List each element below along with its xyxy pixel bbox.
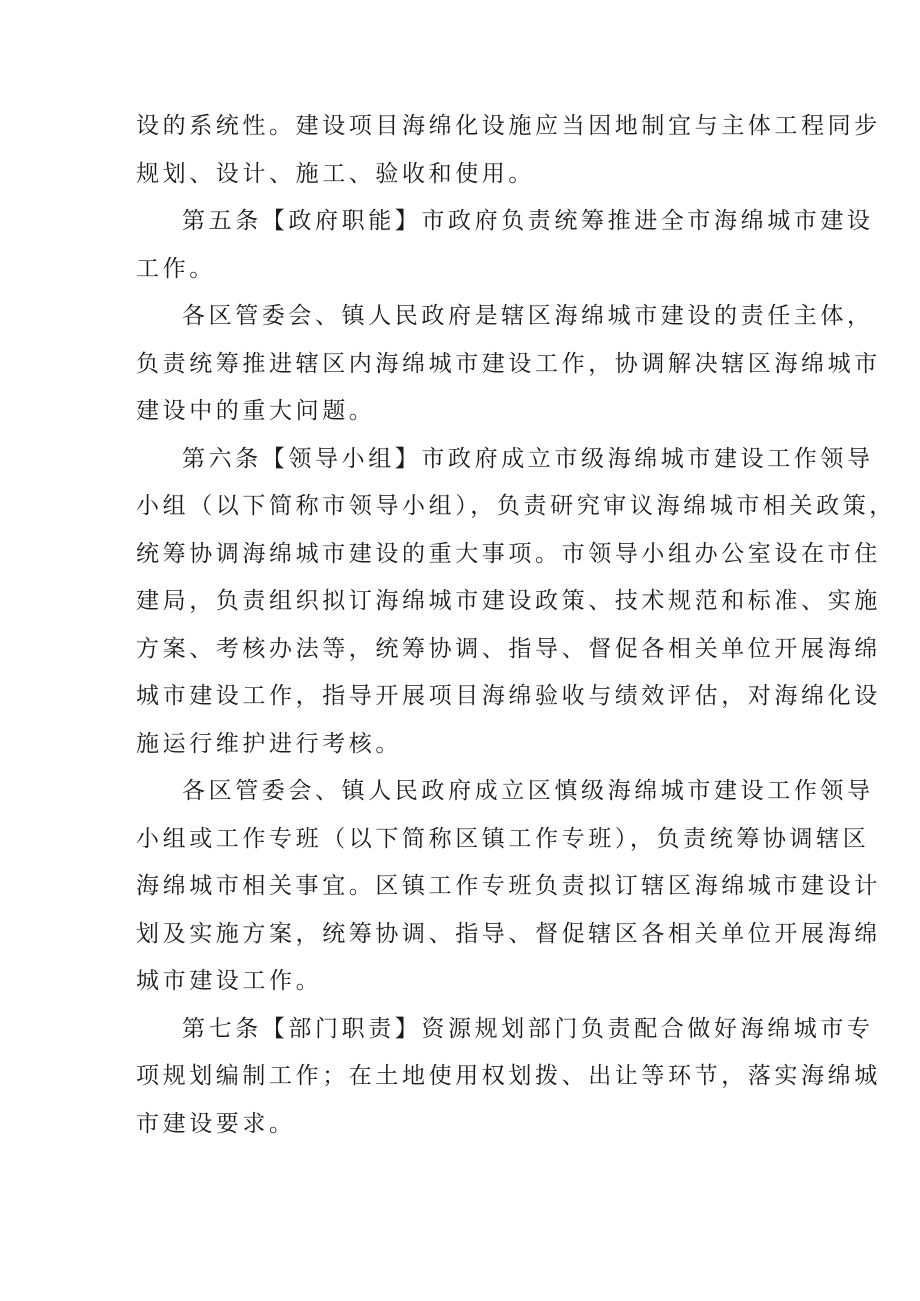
paragraph-district-responsibility	[136, 293, 881, 436]
text-line: 第六条【领导小组】市政府成立市级海绵城市建设工作领导	[182, 445, 874, 472]
text-line: 负责统筹推进辖区内海绵城市建设工作，协调解决辖区海绵城市	[136, 350, 881, 377]
text-line: 小组或工作专班（以下简称区镇工作专班），负责统筹协调辖区	[136, 825, 870, 852]
text-line: 各区管委会、镇人民政府是辖区海绵城市建设的责任主体，	[182, 303, 874, 329]
text-line: 方案、考核办法等，统筹协调、指导、督促各相关单位开展海绵	[136, 635, 881, 662]
text-line: 规划、设计、施工、验收和使用。	[136, 160, 535, 187]
text-line: 项规划编制工作；在土地使用权划拨、出让等环节，落实海绵城	[136, 1063, 881, 1089]
text-line: 小组（以下简称市领导小组），负责研究审议海绵城市相关政策，	[136, 493, 896, 519]
document-body	[136, 103, 896, 1148]
text-line: 划及实施方案，统筹协调、指导、督促辖区各相关单位开展海绵	[136, 920, 881, 947]
paragraph-article-6	[136, 436, 896, 769]
text-line: 设的系统性。建设项目海绵化设施应当因地制宜与主体工程同步	[136, 113, 881, 139]
text-line: 建局，负责组织拟订海绵城市建设政策、技术规范和标准、实施	[136, 588, 881, 614]
text-line: 市建设要求。	[136, 1110, 296, 1137]
text-line: 海绵城市相关事宜。区镇工作专班负责拟订辖区海绵城市建设计	[136, 873, 881, 899]
text-line: 工作。	[136, 255, 216, 282]
paragraph-continuation	[136, 103, 881, 198]
text-line: 统筹协调海绵城市建设的重大事项。市领导小组办公室设在市住	[136, 540, 881, 567]
text-line: 城市建设工作。	[136, 968, 323, 994]
text-line: 建设中的重大问题。	[136, 398, 376, 424]
text-line: 施运行维护进行考核。	[136, 730, 402, 757]
text-line: 第七条【部门职责】资源规划部门负责配合做好海绵城市专	[182, 1015, 874, 1042]
paragraph-article-5	[136, 198, 874, 293]
text-line: 第五条【政府职能】市政府负责统筹推进全市海绵城市建设	[182, 208, 874, 234]
text-line: 各区管委会、镇人民政府成立区慎级海绵城市建设工作领导	[182, 778, 874, 804]
paragraph-article-7	[136, 1006, 881, 1149]
paragraph-district-working-group	[136, 768, 881, 1006]
text-line: 城市建设工作，指导开展项目海绵验收与绩效评估，对海绵化设	[136, 683, 881, 709]
